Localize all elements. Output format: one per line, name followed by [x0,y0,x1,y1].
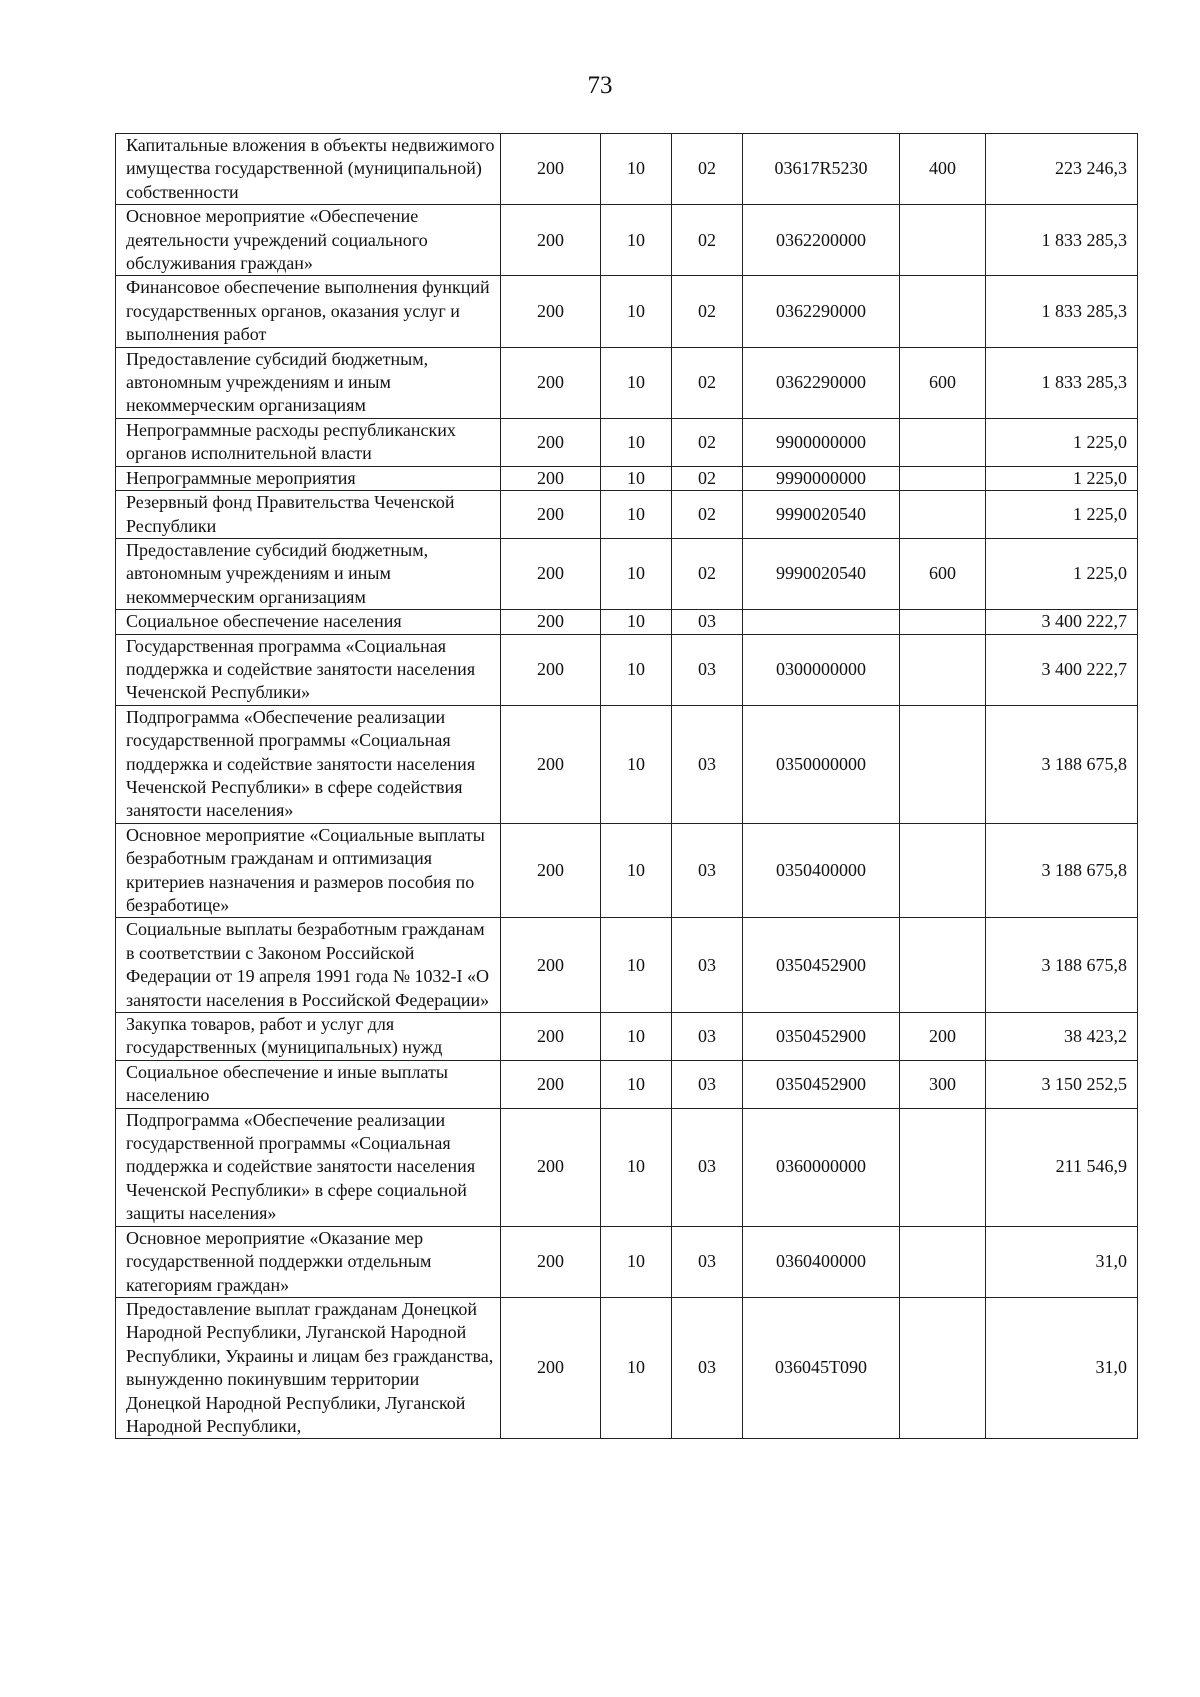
amount-cell: 3 400 222,7 [986,634,1138,705]
expense-type-cell [900,276,986,347]
expense-name-cell: Предоставление субсидий бюджетным, автономным учреждениям и иным некоммерческим организациям [116,347,501,418]
subsection-code-cell: 03 [672,918,743,1013]
section-code-cell: 10 [601,1108,672,1226]
ministry-code-cell: 200 [501,205,601,276]
ministry-code-cell: 200 [501,466,601,490]
amount-cell: 3 188 675,8 [986,918,1138,1013]
ministry-code-cell: 200 [501,1297,601,1438]
subsection-code-cell: 03 [672,1108,743,1226]
section-code-cell: 10 [601,205,672,276]
table-row [116,705,1138,823]
expense-name-cell: Финансовое обеспечение выполнения функций государственных органов, оказания услуг и выполнения работ [116,276,501,347]
table-row [116,491,1138,539]
expense-type-cell [900,1108,986,1226]
expense-type-cell: 300 [900,1060,986,1108]
section-code-cell: 10 [601,918,672,1013]
subsection-code-cell: 02 [672,418,743,466]
section-code-cell: 10 [601,134,672,205]
expense-name-cell: Подпрограмма «Обеспечение реализации государственной программы «Социальная поддержка и содействие занятости населения Чеченской Республики» в сфере содействия занятости населения» [116,705,501,823]
ministry-code-cell: 200 [501,1060,601,1108]
subsection-code-cell: 03 [672,610,743,634]
amount-cell: 1 225,0 [986,466,1138,490]
table-row [116,610,1138,634]
expense-type-cell [900,823,986,918]
subsection-code-cell: 02 [672,538,743,609]
target-article-cell: 0362290000 [743,347,900,418]
ministry-code-cell: 200 [501,1226,601,1297]
expense-name-cell: Непрограммные расходы республиканских органов исполнительной власти [116,418,501,466]
subsection-code-cell: 02 [672,466,743,490]
section-code-cell: 10 [601,538,672,609]
expense-type-cell [900,1226,986,1297]
amount-cell: 1 225,0 [986,418,1138,466]
table-row [116,1226,1138,1297]
target-article-cell: 0362200000 [743,205,900,276]
expense-type-cell: 600 [900,538,986,609]
amount-cell: 223 246,3 [986,134,1138,205]
section-code-cell: 10 [601,466,672,490]
expense-name-cell: Предоставление выплат гражданам Донецкой Народной Республики, Луганской Народной Республики, Украины и лицам без гражданства, вынужденно покинувшим территории Донецкой Народной Республики, Луганской Народной Республики, [116,1297,501,1438]
expense-type-cell [900,205,986,276]
section-code-cell: 10 [601,276,672,347]
amount-cell: 31,0 [986,1226,1138,1297]
section-code-cell: 10 [601,634,672,705]
target-article-cell: 0350000000 [743,705,900,823]
expense-name-cell: Социальное обеспечение и иные выплаты населению [116,1060,501,1108]
table-row [116,1297,1138,1438]
section-code-cell: 10 [601,1297,672,1438]
expense-name-cell: Подпрограмма «Обеспечение реализации государственной программы «Социальная поддержка и содействие занятости населения Чеченской Республики» в сфере социальной защиты населения» [116,1108,501,1226]
subsection-code-cell: 03 [672,1060,743,1108]
target-article-cell: 0350452900 [743,1013,900,1061]
amount-cell: 211 546,9 [986,1108,1138,1226]
expense-name-cell: Закупка товаров, работ и услуг для государственных (муниципальных) нужд [116,1013,501,1061]
table-row [116,347,1138,418]
expense-name-cell: Непрограммные мероприятия [116,466,501,490]
section-code-cell: 10 [601,347,672,418]
table-row [116,1013,1138,1061]
table-row [116,538,1138,609]
expense-name-cell: Основное мероприятие «Оказание мер государственной поддержки отдельным категориям граждан» [116,1226,501,1297]
expense-type-cell: 200 [900,1013,986,1061]
target-article-cell: 9990020540 [743,538,900,609]
table-row [116,276,1138,347]
expense-type-cell [900,918,986,1013]
expense-type-cell [900,634,986,705]
subsection-code-cell: 03 [672,705,743,823]
section-code-cell: 10 [601,1013,672,1061]
table-row [116,418,1138,466]
expense-type-cell [900,1297,986,1438]
table-row [116,634,1138,705]
table-row [116,823,1138,918]
target-article-cell: 9990000000 [743,466,900,490]
ministry-code-cell: 200 [501,610,601,634]
subsection-code-cell: 03 [672,823,743,918]
expense-name-cell: Основное мероприятие «Социальные выплаты безработным гражданам и оптимизация критериев назначения и размеров пособия по безработице» [116,823,501,918]
target-article-cell [743,610,900,634]
ministry-code-cell: 200 [501,538,601,609]
amount-cell: 3 188 675,8 [986,705,1138,823]
page-number: 73 [587,72,613,99]
subsection-code-cell: 03 [672,1226,743,1297]
amount-cell: 38 423,2 [986,1013,1138,1061]
subsection-code-cell: 02 [672,276,743,347]
section-code-cell: 10 [601,610,672,634]
ministry-code-cell: 200 [501,1013,601,1061]
ministry-code-cell: 200 [501,918,601,1013]
target-article-cell: 03617R5230 [743,134,900,205]
expense-name-cell: Предоставление субсидий бюджетным, автономным учреждениям и иным некоммерческим организациям [116,538,501,609]
expense-type-cell [900,491,986,539]
expense-name-cell: Государственная программа «Социальная поддержка и содействие занятости населения Чеченской Республики» [116,634,501,705]
target-article-cell: 9990020540 [743,491,900,539]
target-article-cell: 0300000000 [743,634,900,705]
table-row [116,1108,1138,1226]
target-article-cell: 036045Т090 [743,1297,900,1438]
amount-cell: 3 150 252,5 [986,1060,1138,1108]
ministry-code-cell: 200 [501,276,601,347]
expense-type-cell [900,466,986,490]
ministry-code-cell: 200 [501,491,601,539]
budget-table [115,133,1138,1439]
expense-name-cell: Капитальные вложения в объекты недвижимого имущества государственной (муниципальной) собственности [116,134,501,205]
subsection-code-cell: 03 [672,1297,743,1438]
ministry-code-cell: 200 [501,418,601,466]
section-code-cell: 10 [601,1226,672,1297]
ministry-code-cell: 200 [501,347,601,418]
section-code-cell: 10 [601,418,672,466]
expense-name-cell: Основное мероприятие «Обеспечение деятельности учреждений социального обслуживания граждан» [116,205,501,276]
section-code-cell: 10 [601,1060,672,1108]
subsection-code-cell: 03 [672,634,743,705]
amount-cell: 1 225,0 [986,491,1138,539]
subsection-code-cell: 02 [672,205,743,276]
section-code-cell: 10 [601,491,672,539]
subsection-code-cell: 02 [672,347,743,418]
table-row [116,205,1138,276]
table-row [116,134,1138,205]
amount-cell: 3 188 675,8 [986,823,1138,918]
ministry-code-cell: 200 [501,634,601,705]
target-article-cell: 0362290000 [743,276,900,347]
expense-name-cell: Резервный фонд Правительства Чеченской Республики [116,491,501,539]
ministry-code-cell: 200 [501,134,601,205]
table-row [116,466,1138,490]
amount-cell: 1 225,0 [986,538,1138,609]
ministry-code-cell: 200 [501,1108,601,1226]
target-article-cell: 0360400000 [743,1226,900,1297]
amount-cell: 1 833 285,3 [986,205,1138,276]
expense-type-cell [900,705,986,823]
subsection-code-cell: 02 [672,491,743,539]
ministry-code-cell: 200 [501,705,601,823]
table-body [116,134,1138,1439]
expense-type-cell [900,418,986,466]
target-article-cell: 0350452900 [743,918,900,1013]
expense-type-cell [900,610,986,634]
amount-cell: 3 400 222,7 [986,610,1138,634]
expense-name-cell: Социальные выплаты безработным гражданам в соответствии с Законом Российской Федерации от 19 апреля 1991 года № 1032-I «О занятости населения в Российской Федерации» [116,918,501,1013]
amount-cell: 1 833 285,3 [986,347,1138,418]
expense-name-cell: Социальное обеспечение населения [116,610,501,634]
section-code-cell: 10 [601,705,672,823]
table-row [116,1060,1138,1108]
target-article-cell: 9900000000 [743,418,900,466]
table-row [116,918,1138,1013]
target-article-cell: 0360000000 [743,1108,900,1226]
target-article-cell: 0350452900 [743,1060,900,1108]
expense-type-cell: 600 [900,347,986,418]
expense-type-cell: 400 [900,134,986,205]
subsection-code-cell: 02 [672,134,743,205]
amount-cell: 31,0 [986,1297,1138,1438]
section-code-cell: 10 [601,823,672,918]
ministry-code-cell: 200 [501,823,601,918]
amount-cell: 1 833 285,3 [986,276,1138,347]
subsection-code-cell: 03 [672,1013,743,1061]
target-article-cell: 0350400000 [743,823,900,918]
